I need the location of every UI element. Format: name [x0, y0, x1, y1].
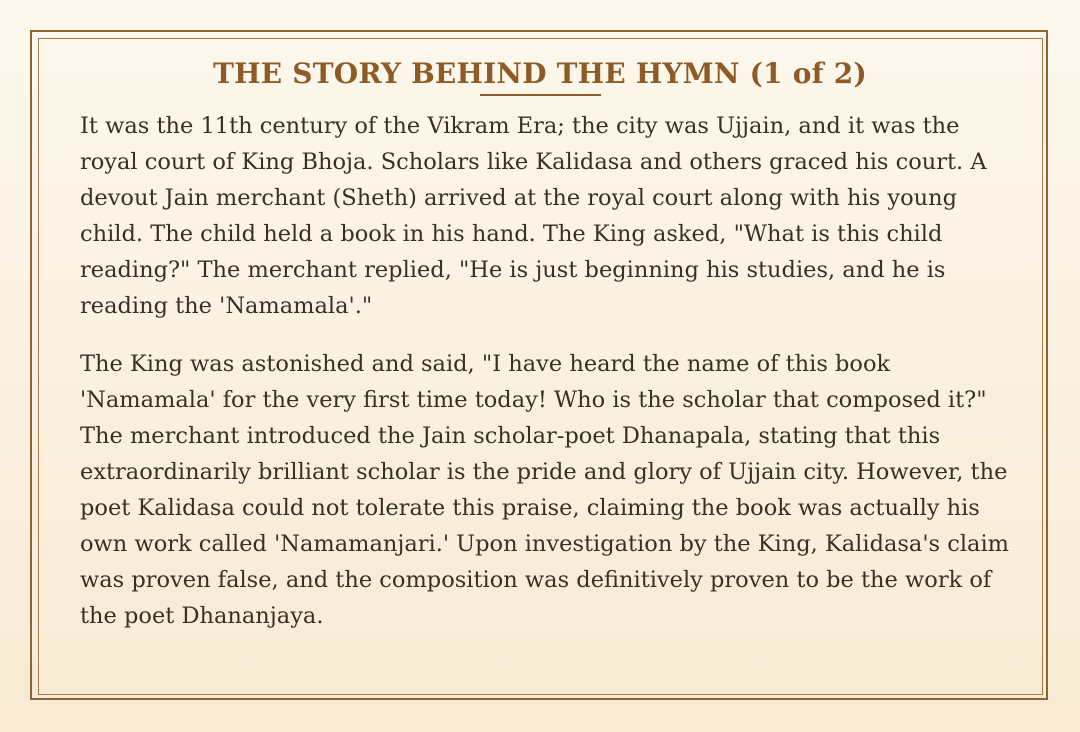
story-paragraph-2: The King was astonished and said, "I have heard the name of this book 'Namamala' for the very first time today! Who is the scholar that composed it?" The merchant introduced the Jain scholar-poet Dhanapala, stating that this extraordinarily brilliant scholar is the pride and glory of Ujjain city. However, the poet Kalidasa could not tolerate this praise, claiming the book was actually his own work called 'Namamanjari.' Upon investigation by the King, Kalidasa's claim was proven false, and the composition was definitively proven to be the work of the poet Dhananjaya. — [80, 351, 1009, 629]
page-title: THE STORY BEHIND THE HYMN (1 of 2) — [213, 57, 867, 90]
story-paragraph-1: It was the 11th century of the Vikram Era; the city was Ujjain, and it was the royal court of King Bhoja. Scholars like Kalidasa and others graced his court. A devout Jain merchant (Sheth) arrived at the royal court along with his young child. The child held a book in his hand. The King asked, "What is this child reading?" The merchant replied, "He is just beginning his studies, and he is reading the 'Namamala'." — [80, 113, 987, 319]
story-text — [80, 108, 1015, 634]
title-underline-divider — [480, 94, 601, 96]
